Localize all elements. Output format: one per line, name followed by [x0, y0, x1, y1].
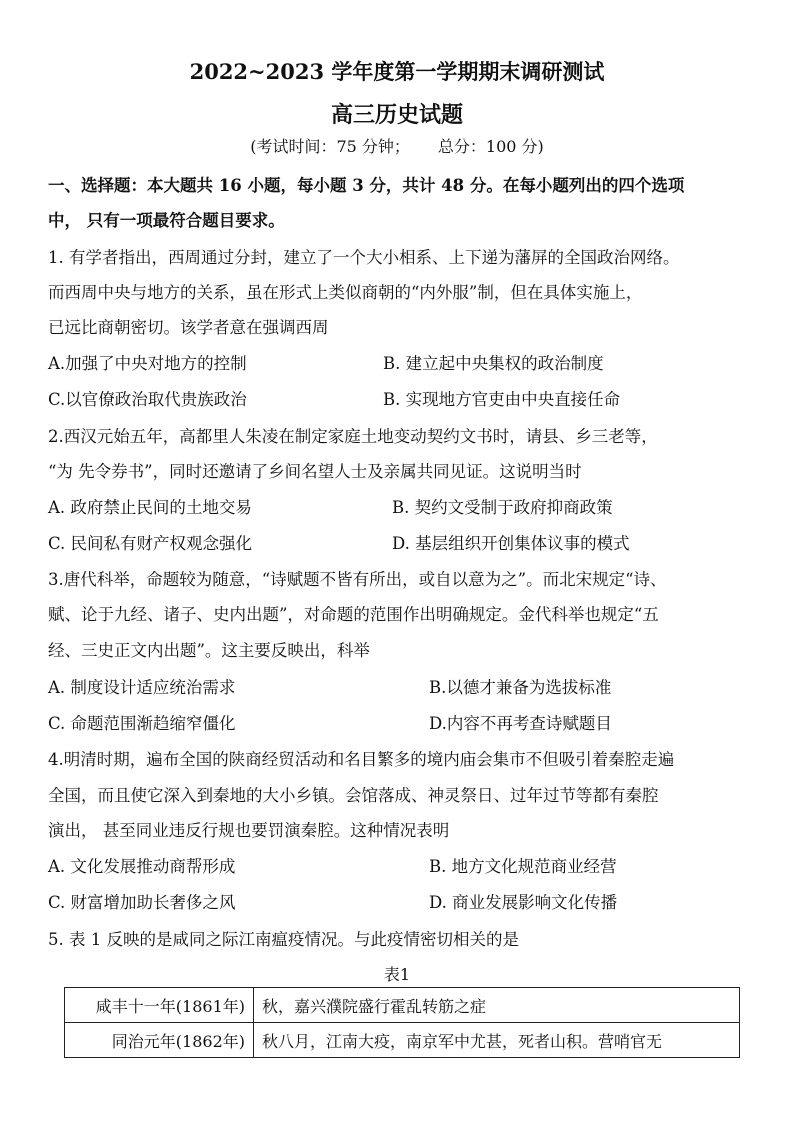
epidemic-table — [64, 987, 740, 1058]
q3-option-d[interactable]: D.内容不再考查诗赋题目 — [429, 714, 612, 733]
q4-stem-line-1: 4.明清时期，遍布全国的陕商经贸活动和名目繁多的境内庙会集市不但吸引着秦腔走遍 — [48, 750, 675, 769]
q4-stem-line-3: 演出， 甚至同业违反行规也要罚演秦腔。这种情况表明 — [48, 821, 450, 840]
q4-option-c[interactable]: C. 财富增加助长奢侈之风 — [48, 893, 236, 912]
subject-title: 高三历史试题 — [330, 102, 463, 128]
q1-stem-line-3: 已远比商朝密切。该学者意在强调西周 — [48, 318, 329, 337]
time-info: (考试时间：75 分钟； — [250, 137, 410, 156]
q2-option-d[interactable]: D. 基层组织开创集体议事的模式 — [392, 534, 630, 553]
q4-option-d[interactable]: D. 商业发展影响文化传播 — [429, 893, 618, 912]
table-cell-year: 咸丰十一年(1861年) — [65, 988, 254, 1023]
q5-stem: 5. 表 1 反映的是咸同之际江南瘟疫情况。与此疫情密切相关的是 — [48, 930, 519, 949]
q3-stem-line-2: 赋、论于九经、诸子、史内出题”，对命题的范围作出明确规定。金代科举也规定“五 — [48, 605, 659, 624]
q3-stem-line-3: 经、三史正文内出题”。这主要反映出，科举 — [48, 641, 370, 660]
q1-option-b[interactable]: B. 建立起中央集权的政治制度 — [383, 354, 604, 373]
table-cell-desc: 秋，嘉兴濮院盛行霍乱转筋之症 — [254, 988, 740, 1023]
section-heading-line-1: 一、选择题：本大题共 16 小题，每小题 3 分，共计 48 分。在每小题列出的四个选项 — [48, 176, 685, 195]
section-heading-line-2: 中， 只有一项最符合题目要求。 — [48, 211, 285, 230]
table-caption: 表1 — [383, 965, 411, 984]
q1-stem-line-2: 而西周中央与地方的关系，虽在形式上类似商朝的“内外服”制，但在具体实施上， — [48, 283, 643, 302]
table-cell-desc: 秋八月，江南大疫，南京军中尤甚，死者山积。营哨官无 — [254, 1023, 740, 1058]
q3-option-a[interactable]: A. 制度设计适应统治需求 — [48, 678, 236, 697]
exam-title: 2022~2023 学年度第一学期期末调研测试 — [189, 59, 605, 84]
q2-option-b[interactable]: B. 契约文受制于政府抑商政策 — [392, 498, 613, 517]
q1-option-d[interactable]: B. 实现地方官吏由中央直接任命 — [383, 390, 621, 409]
q2-option-a[interactable]: A. 政府禁止民间的土地交易 — [48, 498, 252, 517]
score-info: 总分：100 分) — [437, 137, 544, 156]
table-row — [65, 1023, 740, 1058]
q4-stem-line-2: 全国，而且使它深入到秦地的大小乡镇。会馆落成、神灵祭日、过年过节等都有秦腔 — [48, 786, 659, 805]
q2-stem-line-1: 2.西汉元始五年，高都里人朱凌在制定家庭土地变动契约文书时，请县、乡三老等， — [48, 427, 658, 446]
q1-stem-line-1: 1. 有学者指出，西周通过分封，建立了一个大小相系、上下递为藩屏的全国政治网络。 — [48, 248, 680, 267]
q3-option-b[interactable]: B.以德才兼备为选拔标准 — [429, 678, 612, 697]
q2-option-c[interactable]: C. 民间私有财产权观念强化 — [48, 534, 253, 553]
table-cell-year: 同治元年(1862年) — [65, 1023, 254, 1058]
q3-option-c[interactable]: C. 命题范围渐趋缩窄僵化 — [48, 714, 236, 733]
q1-option-a[interactable]: A.加强了中央对地方的控制 — [48, 354, 247, 373]
q4-option-a[interactable]: A. 文化发展推动商帮形成 — [48, 857, 236, 876]
table-row — [65, 988, 740, 1023]
q3-stem-line-1: 3.唐代科举，命题较为随意，“诗赋题不皆有所出，或自以意为之”。而北宋规定“诗、 — [48, 570, 667, 589]
q4-option-b[interactable]: B. 地方文化规范商业经营 — [429, 857, 617, 876]
q1-option-c[interactable]: C.以官僚政治取代贵族政治 — [48, 390, 247, 409]
q2-stem-line-2: “为 先令券书”，同时还邀请了乡间名望人士及亲属共同见证。这说明当时 — [48, 462, 582, 481]
exam-info — [0, 134, 794, 157]
